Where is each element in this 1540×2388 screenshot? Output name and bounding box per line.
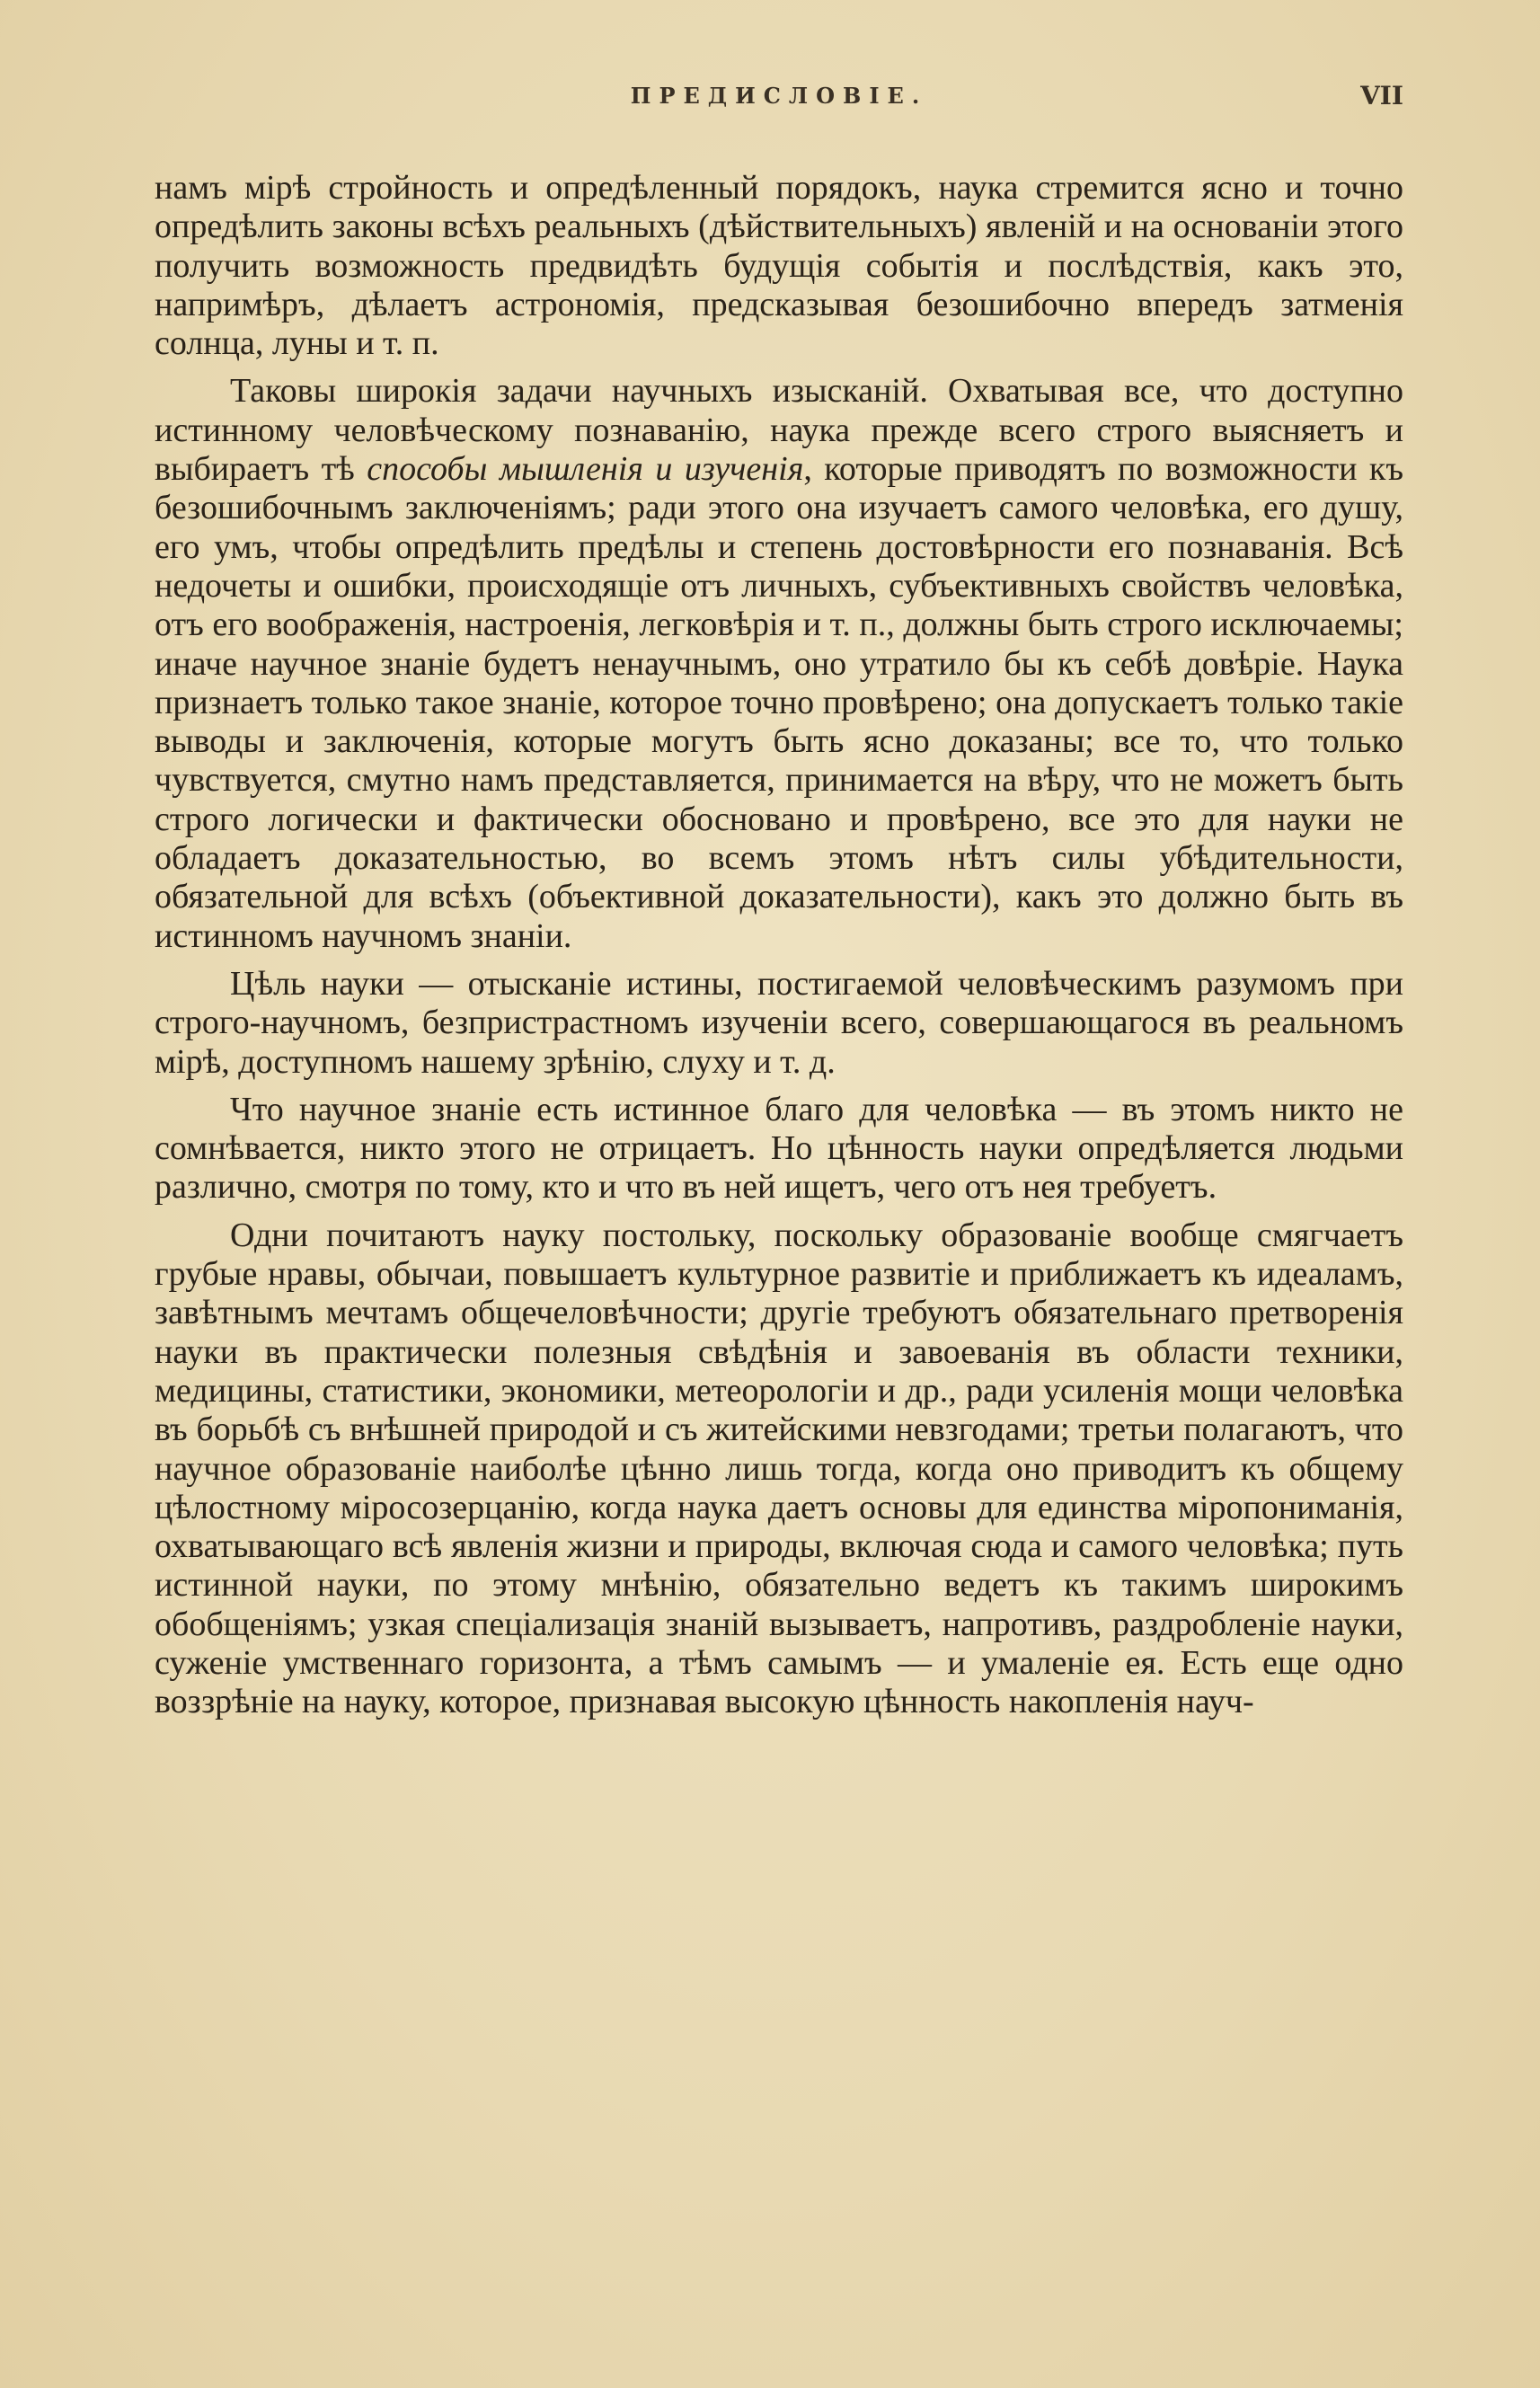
paragraph-4: Что научное знаніе есть истинное благо для человѣка — въ этомъ никто не сомнѣвается, никто этого не отрицаетъ. Но цѣнность науки опредѣляется людьми различно, смотря по тому, кто и что въ ней ищетъ, чего отъ нея требуетъ. xyxy=(155,1090,1403,1207)
page-number: VII xyxy=(1360,81,1403,111)
paragraph-5: Одни почитаютъ науку постольку, поскольку образованіе вообще смягчаетъ грубые нравы, обычаи, повышаетъ культурное развитіе и приближаетъ къ идеаламъ, завѣтнымъ мечтамъ общечеловѣчности; другіе требуютъ обязательнаго претворенія науки въ практически полезныя свѣдѣнія и завоеванія въ области техники, медицины, статистики, экономики, метеорологіи и др., ради усиленія мощи человѣка въ борьбѣ съ внѣшней природой и съ житейскими невзгодами; третьи полагаютъ, что научное образованіе наиболѣе цѣнно лишь тогда, когда оно приводитъ къ общему цѣлостному міросозерцанію, когда наука даетъ основы для единства міропониманія, охватывающаго всѣ явленія жизни и природы, включая сюда и самого человѣка; путь истинной науки, по этому мнѣнію, обязательно ведетъ къ такимъ широкимъ обобщеніямъ; узкая спеціализація знаній вызываетъ, напротивъ, раздробленіе науки, суженіе умственнаго горизонта, а тѣмъ самымъ — и умаленіе ея. Есть еще одно воззрѣніе на науку, которое, признавая высокую цѣнность накопленія науч- xyxy=(155,1216,1403,1721)
paragraph-2-end: , которые приводятъ по возможности къ безошибочнымъ заключеніямъ; ради этого она изучаетъ самого человѣка, его душу, его умъ, чтобы опредѣлить предѣлы и степень достовѣрности его познаванія. Всѣ недочеты и ошибки, происходящіе отъ личныхъ, субъективныхъ свойствъ человѣка, отъ его воображенія, настроенія, легковѣрія и т. п., должны быть строго исключаемы; иначе научное знаніе будетъ ненаучнымъ, оно утратило бы къ себѣ довѣріе. Наука признаетъ только такое знаніе, которое точно провѣрено; она допускаетъ только такіе выводы и заключенія, которые могутъ быть ясно доказаны; все то, что только чувствуется, смутно намъ представляется, принимается на вѣру, что не можетъ быть строго логически и фактически обосновано и провѣрено, все это для науки не обладаетъ доказательностью, во всемъ этомъ нѣтъ силы убѣдительности, обязательной для всѣхъ (объективной доказательности), какъ это должно быть въ истинномъ научномъ знаніи. xyxy=(155,450,1403,955)
paragraph-1: намъ мірѣ стройность и опредѣленный порядокъ, наука стремится ясно и точно опредѣлить законы всѣхъ реальныхъ (дѣйствительныхъ) явленій и на основаніи этого получить возможность предвидѣть будущія событія и послѣдствія, какъ это, напримѣръ, дѣлаетъ астрономія, предсказывая безошибочно впередъ затменія солнца, луны и т. п. xyxy=(155,169,1403,363)
body-text xyxy=(155,169,1403,1731)
paragraph-3: Цѣль науки — отысканіе истины, постигаемой человѣческимъ разумомъ при строго-научномъ, безпристрастномъ изученіи всего, совершающагося въ реальномъ мірѣ, доступномъ нашему зрѣнію, слуху и т. д. xyxy=(155,964,1403,1081)
paragraph-2-start: Таковы широкія задачи научныхъ изысканій. Охватывая все, что доступно истинному человѣческому познаванію, наука прежде всего строго выясняетъ и выбираетъ тѣ xyxy=(155,372,1403,489)
paragraph-2 xyxy=(155,372,1403,955)
paragraph-2-emphasis: способы мышленія и изученія xyxy=(367,450,804,489)
page-header xyxy=(155,83,1403,119)
running-head: ПРЕДИСЛОВІЕ. xyxy=(630,83,928,109)
